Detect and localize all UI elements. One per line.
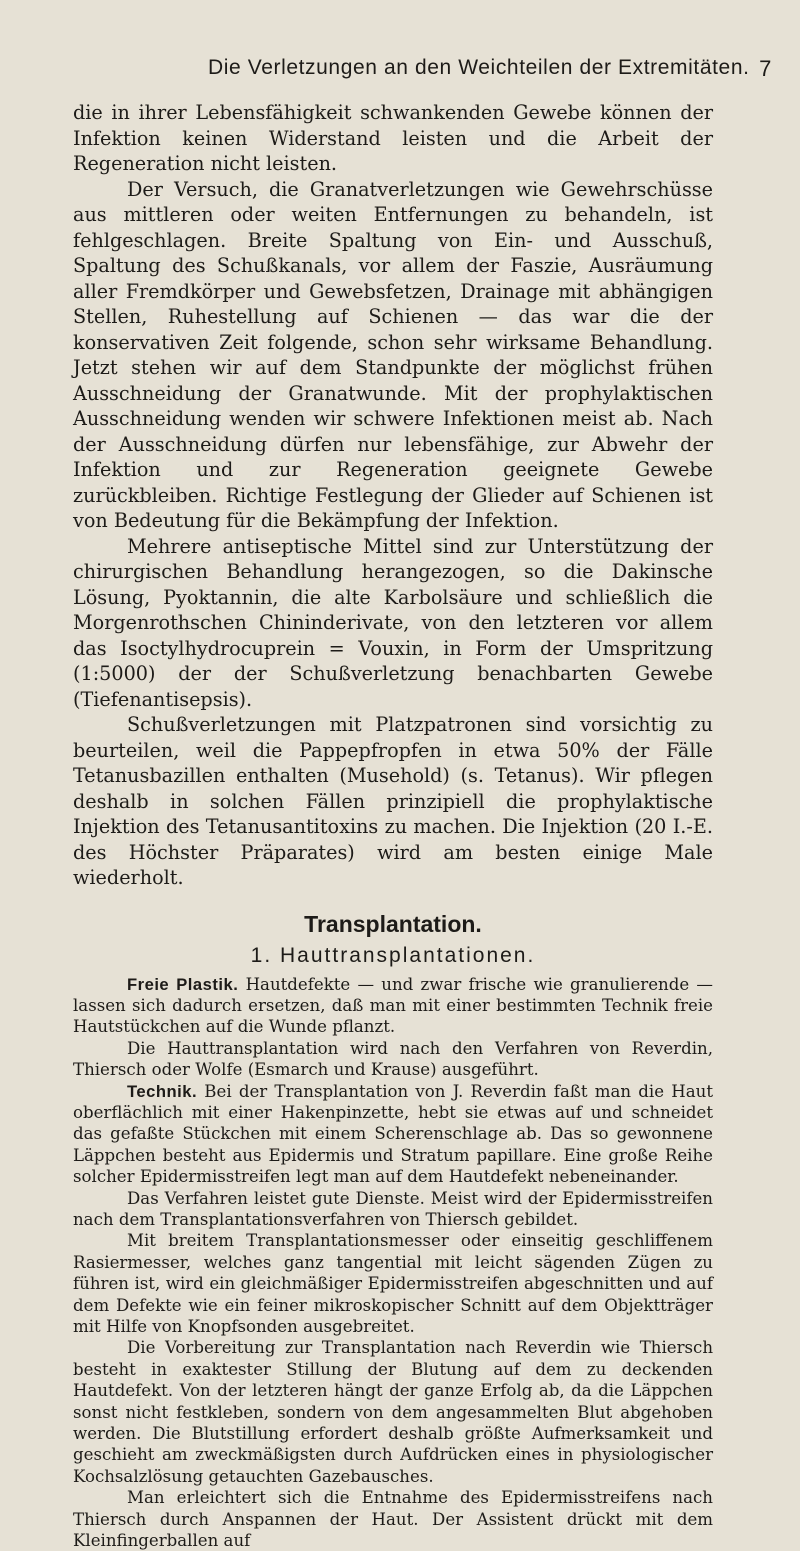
small-paragraph-freie-plastik — [73, 974, 713, 1038]
small-paragraph-technik — [73, 1081, 713, 1188]
page-body — [73, 100, 713, 1551]
small-paragraph-transplantationsmesser — [73, 1230, 713, 1337]
small-paragraph-entnahme — [73, 1487, 713, 1551]
run-in-heading: Freie Plastik. — [127, 974, 239, 994]
running-title: Die Verletzungen an den Weichteilen der Extremitäten. — [208, 56, 750, 79]
paragraph-text: Die Vorbereitung zur Transplantation nach Reverdin wie Thiersch besteht in exaktester Stillung der Blutung auf dem zu deckenden Hautdefekt. Von der letzteren hängt der ganze Erfolg ab, da die Läppchen sonst nicht festkleben, sondern von dem angesammelten Blut abgehoben werden. Die Blutstillung erfordert deshalb größte Aufmerksamkeit und geschieht am zweckmäßigsten durch Aufdrücken eines in physiologischer Kochsalzlösung getauchten Gazebausches. — [73, 1338, 713, 1486]
paragraph-text: Hautdefekte — und zwar frische wie granulierende — lassen sich dadurch ersetzen, daß man mit einer bestimmten Technik freie Hautstückchen auf die Wunde pflanzt. — [73, 974, 713, 1037]
small-paragraph-vorbereitung — [73, 1337, 713, 1487]
section-heading: Transplantation. — [304, 910, 482, 937]
paragraph-text: Bei der Transplantation von J. Reverdin faßt man die Haut oberflächlich mit einer Hakenpinzette, hebt sie etwas auf und schneidet das gefaßte Stückchen mit einem Scherenschlage ab. Das so gewonnene Läppchen besteht aus Epidermis und Stratum papillare. Eine große Reihe solcher Epidermisstreifen legt man auf dem Hautdefekt nebeneinander. — [73, 1081, 713, 1187]
paragraph-platzpatronen: Schußverletzungen mit Platzpatronen sind vorsichtig zu beurteilen, weil die Pappepfropfen in etwa 50% der Fälle Tetanusbazillen enthalten (Musehold) (s. Tetanus). Wir pflegen deshalb in solchen Fällen prinzipiell die prophylaktische Injektion des Tetanusantitoxins zu machen. Die Injektion (20 I.-E. des Höchster Präparates) wird am besten einige Male wiederholt. — [73, 713, 713, 889]
small-paragraph-verfahren — [73, 1038, 713, 1081]
small-paragraph-dienste — [73, 1188, 713, 1231]
subsection-heading: 1. Hauttransplantationen. — [250, 943, 536, 967]
paragraph-text: Das Verfahren leistet gute Dienste. Meist wird der Epidermisstreifen nach dem Transplantationsverfahren von Thiersch gebildet. — [73, 1188, 713, 1229]
paragraph-continuation: die in ihrer Lebensfähigkeit schwankenden Gewebe können der Infektion keinen Widerstand leisten und die Arbeit der Regeneration nicht leisten. — [73, 101, 713, 175]
run-in-heading: Technik. — [127, 1081, 198, 1101]
page-number: 7 — [759, 56, 772, 81]
paragraph-text: Man erleichtert sich die Entnahme des Epidermisstreifens nach Thiersch durch Anspannen der Haut. Der Assistent drückt mit dem Kleinfingerballen auf — [73, 1488, 713, 1551]
paragraph-text: Mit breitem Transplantationsmesser oder einseitig geschliffenem Rasiermesser, welches ganz tangential mit leicht sägenden Zügen zu führen ist, wird ein gleichmäßiger Epidermisstreifen abgeschnitten und auf dem Defekte wie ein feiner mikroskopischer Schnitt auf dem Objektträger mit Hilfe von Knopfsonden ausgebreitet. — [73, 1231, 713, 1336]
paragraph-text: Die Hauttransplantation wird nach den Verfahren von Reverdin, Thiersch oder Wolfe (Esmarch und Krause) ausgeführt. — [73, 1038, 713, 1080]
paragraph-antiseptische-mittel: Mehrere antiseptische Mittel sind zur Unterstützung der chirurgischen Behandlung herangezogen, so die Dakinsche Lösung, Pyoktannin, die alte Karbolsäure und schließlich die Morgenrothschen Chininderivate, von den letzteren vor allem das Isoctylhydrocuprein = Vouxin, in Form der Umspritzung (1:5000) der der Schußverletzung benachbarten Gewebe (Tiefenantisepsis). — [73, 534, 713, 711]
paragraph-granatverletzungen: Der Versuch, die Granatverletzungen wie Gewehrschüsse aus mittleren oder weiten Entfernungen zu behandeln, ist fehlgeschlagen. Breite Spaltung von Ein- und Ausschuß, Spaltung des Schußkanals, vor allem der Faszie, Ausräumung aller Fremdkörper und Gewebsfetzen, Drainage mit abhängigen Stellen, Ruhestellung auf Schienen — das war die der konservativen Zeit folgende, schon sehr wirksame Behandlung. Jetzt stehen wir auf dem Standpunkte der möglichst frühen Ausschneidung der Granatwunde. Mit der prophylaktischen Ausschneidung wenden wir schwere Infektionen meist ab. Nach der Ausschneidung dürfen nur lebensfähige, zur Abwehr der Infektion und zur Regeneration geeignete Gewebe zurückbleiben. Richtige Festlegung der Glieder auf Schienen ist von Bedeutung für die Bekämpfung der Infektion. — [73, 177, 713, 532]
